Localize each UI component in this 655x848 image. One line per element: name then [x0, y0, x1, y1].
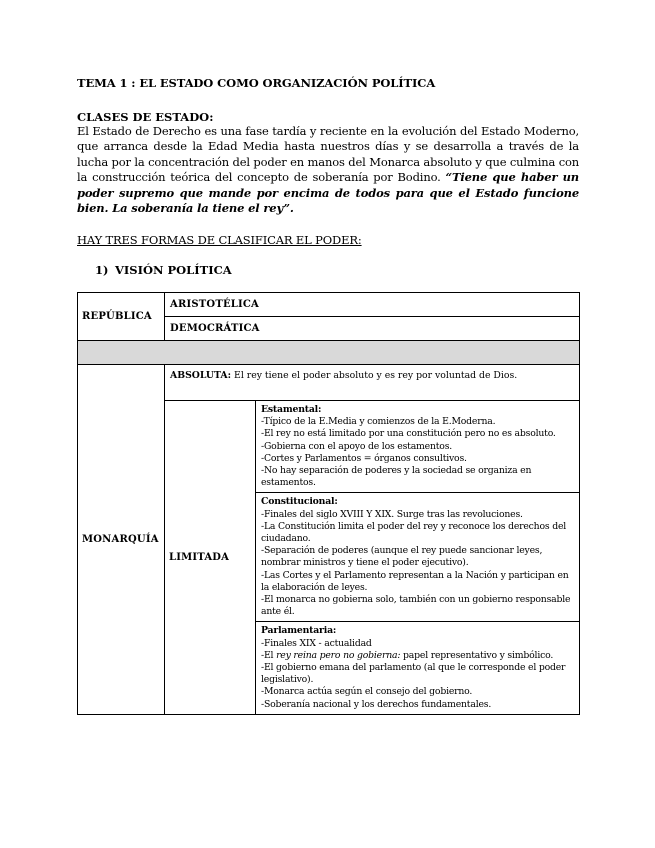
section-heading: CLASES DE ESTADO:: [77, 110, 214, 124]
list-item: -Monarca actúa según el consejo del gobierno.: [261, 686, 473, 698]
bodino-quote: “Tiene que haber un poder supremo que mande por encima de todos para que el Estado funcione bien. La soberanía la tiene el rey”.: [77, 170, 579, 216]
estamental-cell: [256, 401, 580, 493]
list-item: -El rey no está limitado por una constitución pero no es absoluto.: [261, 428, 556, 440]
intro-paragraph: [77, 124, 579, 216]
subsection-label: VISIÓN POLÍTICA: [115, 263, 232, 278]
list-item: -El monarca no gobierna solo, también con un gobierno responsable ante él.: [261, 594, 571, 618]
state-classes-table: [77, 292, 580, 715]
list-item: -No hay separación de poderes y la sociedad se organiza en estamentos.: [261, 465, 532, 489]
monarquia-cell: MONARQUÍA: [78, 365, 165, 715]
list-item: -Cortes y Parlamentos = órganos consultivos.: [261, 452, 467, 464]
separator-row: [78, 341, 580, 365]
document-page: [77, 76, 579, 277]
list-item: -Finales XIX - actualidad: [261, 637, 372, 649]
absoluta-label: ABSOLUTA:: [170, 370, 232, 381]
list-item: -Típico de la E.Media y comienzos de la E.Moderna.: [261, 416, 496, 428]
list-item: -Soberanía nacional y los derechos fundamentales.: [261, 698, 492, 710]
list-item: -Gobierna con el apoyo de los estamentos.: [261, 440, 453, 452]
constitucional-cell: [256, 493, 580, 622]
parlamentaria-cell: [256, 622, 580, 714]
absoluta-text: El rey tiene el poder absoluto y es rey por voluntad de Dios.: [231, 370, 518, 381]
republica-cell: REPÚBLICA: [78, 293, 165, 341]
line-prefix: -El: [261, 649, 277, 661]
subsection-heading: [95, 263, 579, 277]
constitucional-title: Constitucional:: [261, 496, 338, 508]
list-item: -Las Cortes y el Parlamento representan a la Nación y participan en la elaboración de leyes.: [261, 569, 569, 593]
list-item: -La Constitución limita el poder del rey y reconoce los derechos del ciudadano.: [261, 520, 567, 545]
absoluta-cell: [165, 365, 580, 401]
limitada-cell: LIMITADA: [165, 401, 256, 715]
list-item: -El gobierno emana del parlamento (al que le corresponde el poder legislativo).: [261, 662, 566, 686]
classify-heading: HAY TRES FORMAS DE CLASIFICAR EL PODER:: [77, 233, 362, 248]
list-item: -Separación de poderes (aunque el rey puede sancionar leyes, nombrar ministros y tiene el poder ejecutivo).: [261, 545, 543, 569]
line-italic: rey reina pero no gobierna:: [276, 649, 401, 661]
document-title: TEMA 1 : EL ESTADO COMO ORGANIZACIÓN POLÍTICA: [77, 76, 436, 90]
table-row: [78, 293, 580, 317]
subsection-number: 1): [95, 263, 109, 278]
estamental-title: Estamental:: [261, 404, 322, 415]
list-item: [261, 650, 575, 662]
line-suffix: papel representativo y simbólico.: [400, 649, 554, 661]
separator-cell: [78, 341, 580, 365]
parlamentaria-title: Parlamentaria:: [261, 625, 337, 637]
democratica-cell: DEMOCRÁTICA: [165, 317, 580, 341]
aristotelica-cell: ARISTOTÉLICA: [165, 293, 580, 317]
list-item: -Finales del siglo XVIII Y XIX. Surge tras las revoluciones.: [261, 508, 523, 520]
table-row: [78, 365, 580, 401]
intro-text: El Estado de Derecho es una fase tardía y reciente en la evolución del Estado Moderno, que arranca desde la Edad Media hasta nuestros días y se desarrolla a través de la lucha por la concentración del poder en manos del Monarca absoluto y que culmina con la construcción teórica del concepto de soberanía por Bodino.: [77, 124, 580, 185]
